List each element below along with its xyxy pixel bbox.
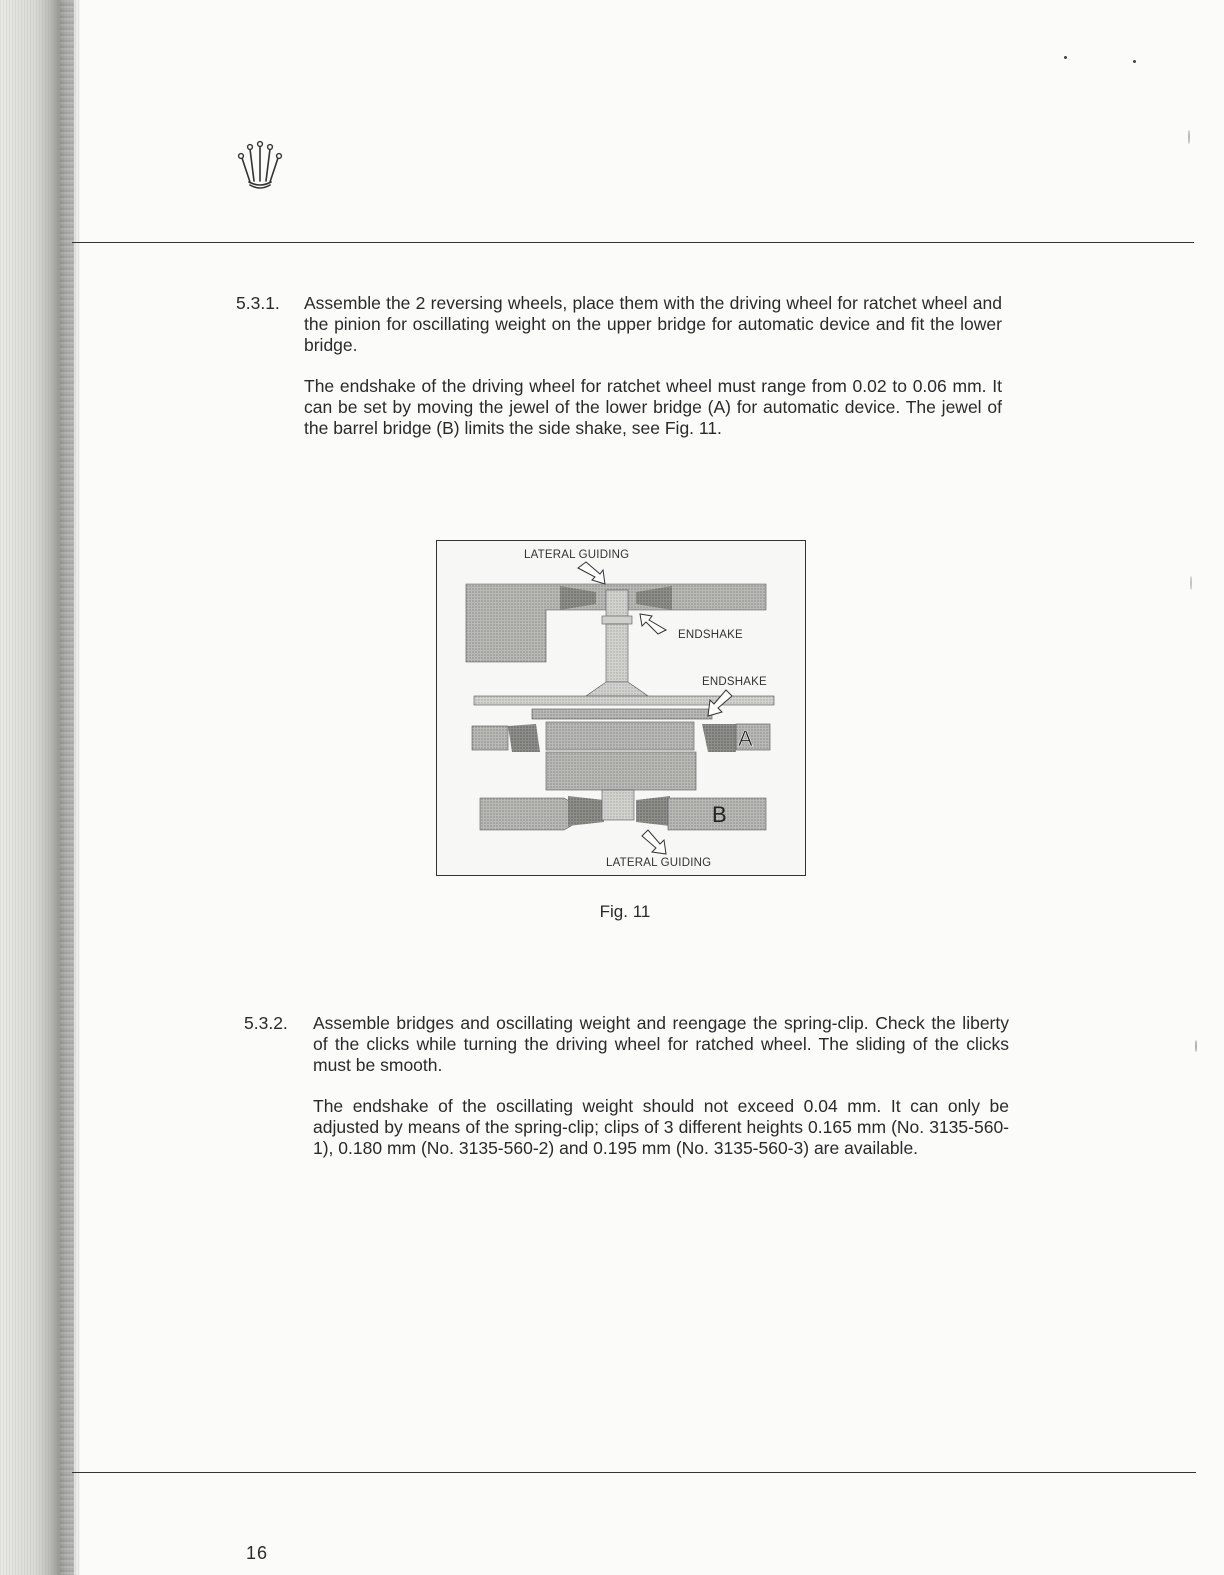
scan-speck (1188, 130, 1190, 144)
label-lateral-guiding-top: LATERAL GUIDING (524, 549, 630, 561)
footer-rule (72, 1472, 1196, 1473)
section-number: 5.3.2. (244, 1013, 288, 1033)
section-body (304, 293, 1002, 459)
scan-speck (1064, 56, 1067, 59)
label-b: B (712, 802, 727, 827)
scan-speck (1190, 576, 1192, 590)
paragraph: Assemble bridges and oscillating weight and reengage the spring-clip. Check the liberty of the clicks while turning the driving wheel for ratched wheel. The sliding of the clicks must be smooth. (313, 1013, 1009, 1075)
label-endshake-upper: ENDSHAKE (678, 629, 743, 641)
section-body (313, 1013, 1009, 1179)
page-number: 16 (246, 1543, 269, 1563)
figure-caption: Fig. 11 (599, 902, 651, 921)
scan-speck (1133, 60, 1136, 63)
paragraph: Assemble the 2 reversing wheels, place them with the driving wheel for ratchet wheel and the pinion for oscillating weight on the upper bridge for automatic device and fit the lower bridge. (304, 293, 1002, 355)
lower-bridge-a (472, 722, 770, 752)
label-a: A (738, 726, 753, 751)
figure-11-diagram (436, 540, 806, 876)
paragraph: The endshake of the oscillating weight should not exceed 0.04 mm. It can only be adjusted by means of the spring-clip; clips of 3 different heights 0.165 mm (No. 3135-560-1), 0.180 mm (No. 3135-560-2) and 0.195 mm (No. 3135-560-3) are available. (313, 1096, 1009, 1158)
scan-binding-shadow (60, 0, 74, 1575)
paragraph: The endshake of the driving wheel for ratchet wheel must range from 0.02 to 0.06 mm. It can be set by moving the jewel of the lower bridge (A) for automatic device. The jewel of the barrel bridge (B) limits the side shake, see Fig. 11. (304, 376, 1002, 438)
reversing-wheel-hub (546, 752, 696, 790)
label-lateral-guiding-bottom: LATERAL GUIDING (606, 857, 712, 869)
label-endshake-lower: ENDSHAKE (702, 676, 767, 688)
section-number: 5.3.1. (236, 293, 280, 313)
scan-speck (1195, 1040, 1197, 1052)
header-rule (72, 242, 1194, 243)
crown-icon (232, 136, 288, 192)
